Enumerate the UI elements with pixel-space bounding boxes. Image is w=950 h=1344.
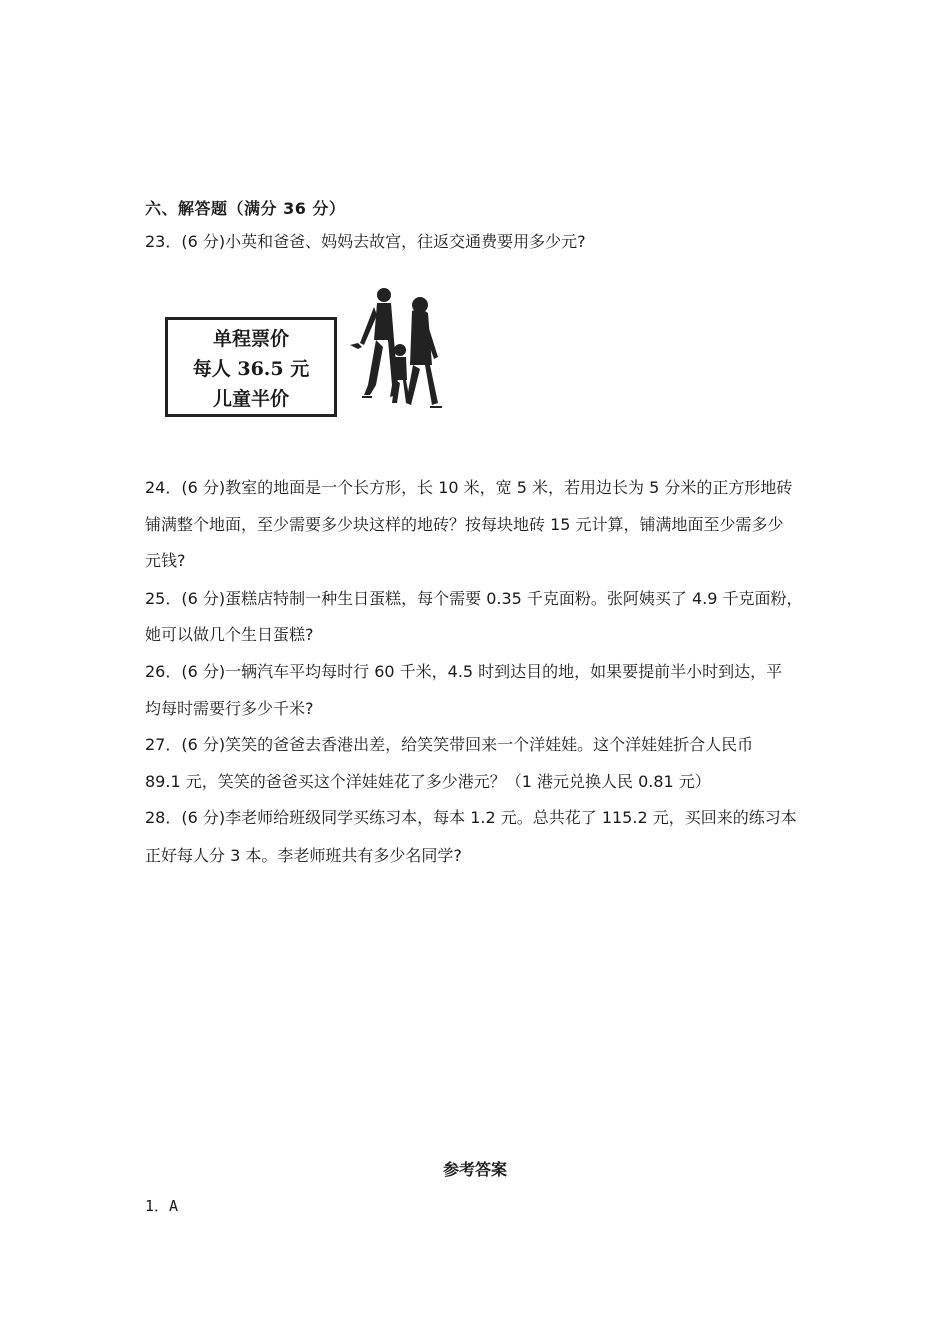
section-title: 六、解答题（满分 36 分） <box>145 199 346 218</box>
question-28-line-2: 正好每人分 3 本。李老师班共有多少名同学? <box>145 846 462 865</box>
question-27-line-1: 27．(6 分)笑笑的爸爸去香港出差，给笑笑带回来一个洋娃娃。这个洋娃娃折合人民币 <box>145 735 754 754</box>
question-25-line-2: 她可以做几个生日蛋糕? <box>145 625 314 644</box>
question-25-line-1: 25．(6 分)蛋糕店特制一种生日蛋糕，每个需要 0.35 千克面粉。张阿姨买了 4.9 千克面粉， <box>145 589 803 608</box>
question-27-line-2: 89.1 元，笑笑的爸爸买这个洋娃娃花了多少港元？（1 港元兑换人民 0.81 元） <box>145 772 711 791</box>
question-28-line-1: 28．(6 分)李老师给班级同学买练习本，每本 1.2 元。总共花了 115.2 元，买回来的练习本 <box>145 808 797 827</box>
question-24-line-3: 元钱? <box>145 551 186 570</box>
ticket-line-1: 单程票价 <box>212 328 289 350</box>
question-24-line-2: 铺满整个地面，至少需要多少块这样的地砖？按每块地砖 15 元计算，铺满地面至少需多少 <box>145 515 784 534</box>
question-23: 23．(6 分)小英和爸爸、妈妈去故宫，往返交通费要用多少元? <box>145 232 586 251</box>
question-26-line-2: 均每时需要行多少千米? <box>145 699 314 718</box>
ticket-line-3: 儿童半价 <box>212 388 289 410</box>
question-24-line-1: 24．(6 分)教室的地面是一个长方形，长 10 米，宽 5 米，若用边长为 5 分米的正方形地砖 <box>145 478 793 497</box>
answer-item-1: 1．A <box>145 1197 179 1215</box>
answers-title: 参考答案 <box>442 1160 507 1179</box>
ticket-price-sign <box>165 317 337 417</box>
ticket-line-2: 每人 36.5 元 <box>192 358 310 380</box>
ticket-figure <box>165 285 450 425</box>
question-26-line-1: 26．(6 分)一辆汽车平均每时行 60 千米，4.5 时到达目的地，如果要提前半小时到达，平 <box>145 662 783 681</box>
family-walking-illustration <box>350 285 450 425</box>
